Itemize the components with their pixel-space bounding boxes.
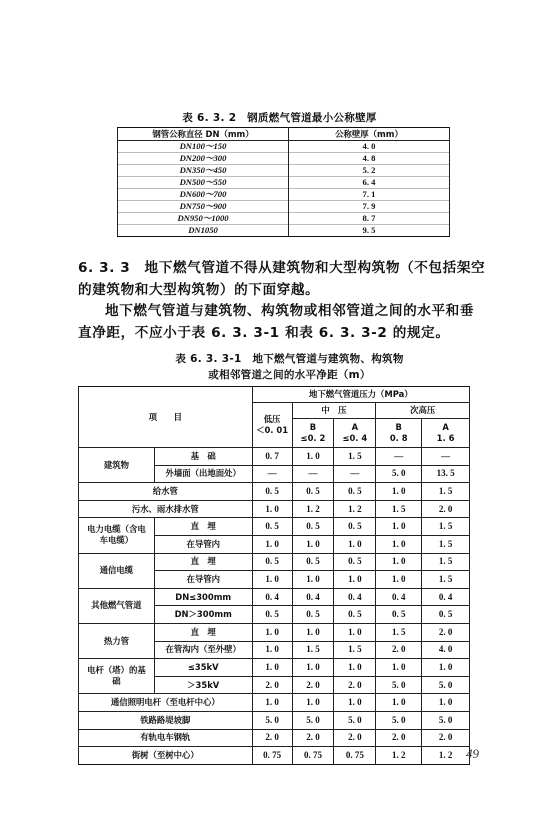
row-group-label: 热力管 [79,623,155,658]
value-cell: 2. 0 [252,729,292,747]
row-sublabel: ＞35kV [154,676,252,694]
value-cell: 1. 5 [422,553,470,571]
value-cell: 1. 0 [376,553,422,571]
value-cell: 1. 5 [422,571,470,589]
value-cell: 0. 4 [334,588,376,606]
table-row [79,711,470,729]
value-cell: 1. 2 [334,500,376,518]
value-cell: 0. 5 [334,518,376,536]
table-row [79,553,470,571]
value-cell: 2. 0 [376,641,422,659]
value-cell: 0. 5 [334,483,376,501]
value-cell: 0. 4 [292,588,334,606]
value-cell: 1. 5 [334,641,376,659]
value-cell: 1. 0 [422,694,470,712]
table-row [118,177,450,189]
value-cell: 1. 0 [376,483,422,501]
table2-low-header: 低压 ＜0. 01 [252,403,292,448]
value-cell: 1. 0 [252,535,292,553]
value-cell: 0. 5 [334,606,376,624]
table2-subhigh-b-header: B 0. 8 [376,419,422,448]
row-sublabel: 在管沟内（至外壁） [154,641,252,659]
value-cell: 1. 0 [252,694,292,712]
value-cell: 1. 0 [252,571,292,589]
value-cell: 5. 0 [376,676,422,694]
diameter-cell: DN950～1000 [118,213,289,225]
value-cell: 1. 0 [334,571,376,589]
row-group-label: 通信电缆 [79,553,155,588]
table-row [79,729,470,747]
value-cell: 1. 0 [376,659,422,677]
thickness-cell: 7. 1 [289,189,450,201]
row-sublabel: 直 埋 [154,518,252,536]
page-number: 49 [466,746,479,761]
value-cell: 2. 0 [334,676,376,694]
value-cell: 5. 0 [334,711,376,729]
value-cell: — [252,465,292,483]
value-cell: 1. 0 [334,535,376,553]
value-cell: 0. 75 [252,747,292,765]
horizontal-clearance-table [78,386,470,765]
table1-header-diameter: 钢管公称直径 DN（mm） [118,128,289,141]
value-cell: — [422,448,470,466]
diameter-cell: DN500～550 [118,177,289,189]
value-cell: 0. 4 [422,588,470,606]
value-cell: 1. 5 [422,535,470,553]
value-cell: 0. 5 [376,606,422,624]
value-cell: 0. 5 [252,518,292,536]
wall-thickness-table [117,127,450,237]
diameter-cell: DN200～300 [118,153,289,165]
thickness-cell: 4. 0 [289,141,450,153]
row-group-label: 建筑物 [79,448,155,483]
table-row [79,623,470,641]
value-cell: 1. 0 [376,571,422,589]
table2-caption-line2: 或相邻管道之间的水平净距（m） [208,369,371,381]
clause-line: 直净距，不应小于表 6. 3. 3-1 和表 6. 3. 3-2 的规定。 [78,324,450,341]
table-row [79,500,470,518]
thickness-cell: 8. 7 [289,213,450,225]
value-cell: 0. 5 [292,483,334,501]
row-sublabel: 在导管内 [154,535,252,553]
table-row [118,165,450,177]
table2-item-header: 项 目 [79,387,253,448]
row-label: 街树（至树中心） [79,747,253,765]
value-cell: 0. 5 [292,606,334,624]
value-cell: 1. 0 [292,535,334,553]
value-cell: 0. 75 [292,747,334,765]
table2-subhigh-header: 次高压 [376,403,470,419]
value-cell: 13. 5 [422,465,470,483]
table-row [118,141,450,153]
row-group-label: 其他燃气管道 [79,588,155,623]
value-cell: 5. 0 [376,711,422,729]
value-cell: — [376,448,422,466]
table2-medium-b-header: B ≤0. 2 [292,419,334,448]
table2-medium-header: 中 压 [292,403,376,419]
row-sublabel: DN＞300mm [154,606,252,624]
table-row [79,694,470,712]
value-cell: 0. 4 [376,588,422,606]
value-cell: — [292,465,334,483]
value-cell: 0. 5 [292,518,334,536]
value-cell: 2. 0 [252,676,292,694]
value-cell: 2. 0 [422,729,470,747]
table-row [79,518,470,536]
clause-line: 地下燃气管道与建筑物、构筑物或相邻管道之间的水平和垂 [105,303,475,319]
table1-header-thickness: 公称壁厚（mm） [289,128,450,141]
thickness-cell: 5. 2 [289,165,450,177]
value-cell: 1. 5 [292,641,334,659]
row-label: 污水、雨水排水管 [79,500,253,518]
thickness-cell: 9. 5 [289,225,450,237]
row-sublabel: ≤35kV [154,659,252,677]
table-row [118,201,450,213]
table-row [118,189,450,201]
value-cell: 1. 0 [292,571,334,589]
value-cell: 5. 0 [252,711,292,729]
value-cell: 1. 0 [252,623,292,641]
table-row [118,153,450,165]
value-cell: 0. 7 [252,448,292,466]
row-label: 铁路路堤坡脚 [79,711,253,729]
value-cell: 1. 0 [292,659,334,677]
table2-body [79,448,470,765]
value-cell: 1. 0 [376,518,422,536]
value-cell: 5. 0 [422,711,470,729]
value-cell: 1. 0 [422,659,470,677]
value-cell: 0. 4 [252,588,292,606]
row-sublabel: 外墙面（出地面处） [154,465,252,483]
value-cell: 1. 0 [334,694,376,712]
value-cell: 1. 2 [422,747,470,765]
value-cell: 1. 5 [334,448,376,466]
diameter-cell: DN600～700 [118,189,289,201]
diameter-cell: DN100～150 [118,141,289,153]
value-cell: 0. 5 [334,553,376,571]
value-cell: 2. 0 [292,729,334,747]
value-cell: 2. 0 [334,729,376,747]
value-cell: 1. 0 [292,623,334,641]
value-cell: — [334,465,376,483]
table-row [79,483,470,501]
value-cell: 5. 0 [422,676,470,694]
row-group-label: 电杆（塔）的基础 [79,659,155,694]
value-cell: 0. 5 [292,553,334,571]
table-row [79,448,470,466]
value-cell: 5. 0 [292,711,334,729]
value-cell: 0. 5 [252,606,292,624]
clause-6-3-3 [78,258,488,344]
row-label: 有轨电车钢轨 [79,729,253,747]
value-cell: 2. 0 [422,623,470,641]
value-cell: 0. 5 [422,606,470,624]
diameter-cell: DN750～900 [118,201,289,213]
value-cell: 1. 0 [252,641,292,659]
thickness-cell: 7. 9 [289,201,450,213]
table-row [118,225,450,237]
value-cell: 1. 0 [376,535,422,553]
value-cell: 5. 0 [376,465,422,483]
value-cell: 4. 0 [422,641,470,659]
value-cell: 2. 0 [376,729,422,747]
row-sublabel: 在导管内 [154,571,252,589]
value-cell: 1. 2 [292,500,334,518]
value-cell: 1. 5 [422,483,470,501]
value-cell: 1. 5 [422,518,470,536]
table1-caption: 表 6. 3. 2 钢质燃气管道最小公称壁厚 [182,112,377,124]
diameter-cell: DN350～450 [118,165,289,177]
table2-caption-line1: 表 6. 3. 3-1 地下燃气管道与建筑物、构筑物 [175,353,404,365]
table-row [79,747,470,765]
value-cell: 1. 0 [334,659,376,677]
value-cell: 0. 75 [334,747,376,765]
row-sublabel: 直 埋 [154,623,252,641]
value-cell: 1. 2 [376,747,422,765]
value-cell: 1. 0 [252,500,292,518]
value-cell: 1. 5 [376,623,422,641]
table2-medium-a-header: A ≤0. 4 [334,419,376,448]
row-sublabel: 直 埋 [154,553,252,571]
table-row [118,213,450,225]
row-label: 给水管 [79,483,253,501]
row-sublabel: 基 础 [154,448,252,466]
table-row [79,659,470,677]
table-row [79,588,470,606]
value-cell: 1. 5 [376,500,422,518]
value-cell: 0. 5 [252,483,292,501]
value-cell: 1. 0 [252,659,292,677]
thickness-cell: 4. 8 [289,153,450,165]
thickness-cell: 6. 4 [289,177,450,189]
diameter-cell: DN1050 [118,225,289,237]
value-cell: 2. 0 [422,500,470,518]
table2-subhigh-a-header: A 1. 6 [422,419,470,448]
table2-pressure-header: 地下燃气管道压力（MPa） [252,387,469,403]
row-group-label: 电力电缆（含电车电缆） [79,518,155,553]
clause-line: 的建筑物和大型构筑物）的下面穿越。 [78,281,320,298]
value-cell: 1. 0 [334,623,376,641]
table1-body [118,141,450,237]
value-cell: 2. 0 [292,676,334,694]
value-cell: 1. 0 [292,694,334,712]
value-cell: 1. 0 [292,448,334,466]
row-label: 通信照明电杆（至电杆中心） [79,694,253,712]
value-cell: 0. 5 [252,553,292,571]
value-cell: 1. 0 [376,694,422,712]
row-sublabel: DN≤300mm [154,588,252,606]
clause-line: 6. 3. 3 地下燃气管道不得从建筑物和大型构筑物（不包括架空 [78,260,486,276]
